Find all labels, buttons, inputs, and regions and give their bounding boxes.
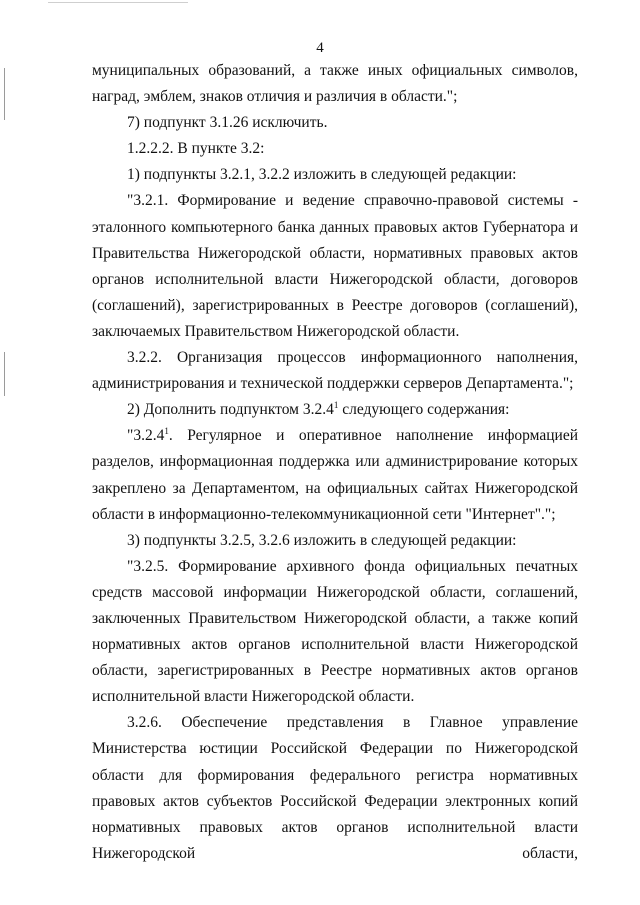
document-body: [92, 58, 578, 867]
paragraph-3-2-6: [92, 710, 578, 867]
paragraph-text: 2) Дополнить подпунктом 3.2.4: [127, 401, 334, 419]
paragraph-3-2-1: [92, 188, 578, 345]
paragraph-text: "3.2.1. Формирование и ведение справочно-правовой системы - эталонного компьютерного банка данных правовых актов Губернатора и Правительства Нижегородской области, нормативных правовых актов органов исполнительной власти Нижегородской области, договоров (соглашений), зарегистрированных в Реестре договоров (соглашений), заключаемых Правительством Нижегородской области.: [92, 192, 578, 340]
page-number: 4: [316, 40, 324, 56]
paragraph-text: 3.2.2. Организация процессов информационного наполнения, администрирования и технической поддержки серверов Департамента.";: [92, 349, 578, 393]
paragraph-item-2: [92, 397, 578, 423]
paragraph-item-7: [92, 110, 578, 136]
paragraph-item-1: [92, 162, 578, 188]
superscript-index: 1: [333, 400, 339, 411]
paragraph-item-3: [92, 528, 578, 554]
paragraph-clause-heading: [92, 136, 578, 162]
paragraph-text: 7) подпункт 3.1.26 исключить.: [127, 114, 328, 132]
scan-edge-left: [4, 68, 5, 120]
paragraph-text: следующего содержания:: [338, 401, 510, 419]
scan-edge-top: [48, 2, 188, 3]
paragraph-text: 3.2.6. Обеспечение представления в Главное управление Министерства юстиции Российской Федерации по Нижегородской области для формирования федерального регистра нормативных правовых актов субъектов Российской Федерации электронных копий нормативных правовых актов органов исполнительной власти Нижегородской области,: [92, 714, 578, 862]
paragraph-text: 1) подпункты 3.2.1, 3.2.2 изложить в следующей редакции:: [127, 166, 517, 184]
paragraph-continuation: [92, 58, 578, 110]
paragraph-text: . Регулярное и оперативное наполнение информацией разделов, информационная поддержка или администрирование которых закреплено за Департаментом, на официальных сайтах Нижегородской области в информационно-телекоммуникационной сети "Интернет".";: [92, 427, 578, 523]
paragraph-3-2-2: [92, 345, 578, 397]
superscript-index: 1: [164, 426, 169, 437]
paragraph-text: муниципальных образований, а также иных официальных символов, наград, эмблем, знаков отличия и различия в области.";: [92, 62, 578, 106]
paragraph-3-2-4-1: [92, 423, 578, 527]
paragraph-3-2-5: [92, 554, 578, 711]
scan-edge-left: [4, 352, 5, 396]
paragraph-text: "3.2.5. Формирование архивного фонда официальных печатных средств массовой информации Нижегородской области, соглашений, заключенных Правительством Нижегородской области, а также копий нормативных актов органов исполнительной власти Нижегородской области, зарегистрированных в Реестре нормативных актов органов исполнительной власти Нижегородской области.: [92, 557, 578, 706]
paragraph-text: "3.2.4: [127, 427, 165, 445]
paragraph-text: 3) подпункты 3.2.5, 3.2.6 изложить в следующей редакции:: [127, 531, 517, 549]
paragraph-text: 1.2.2.2. В пункте 3.2:: [127, 140, 265, 158]
